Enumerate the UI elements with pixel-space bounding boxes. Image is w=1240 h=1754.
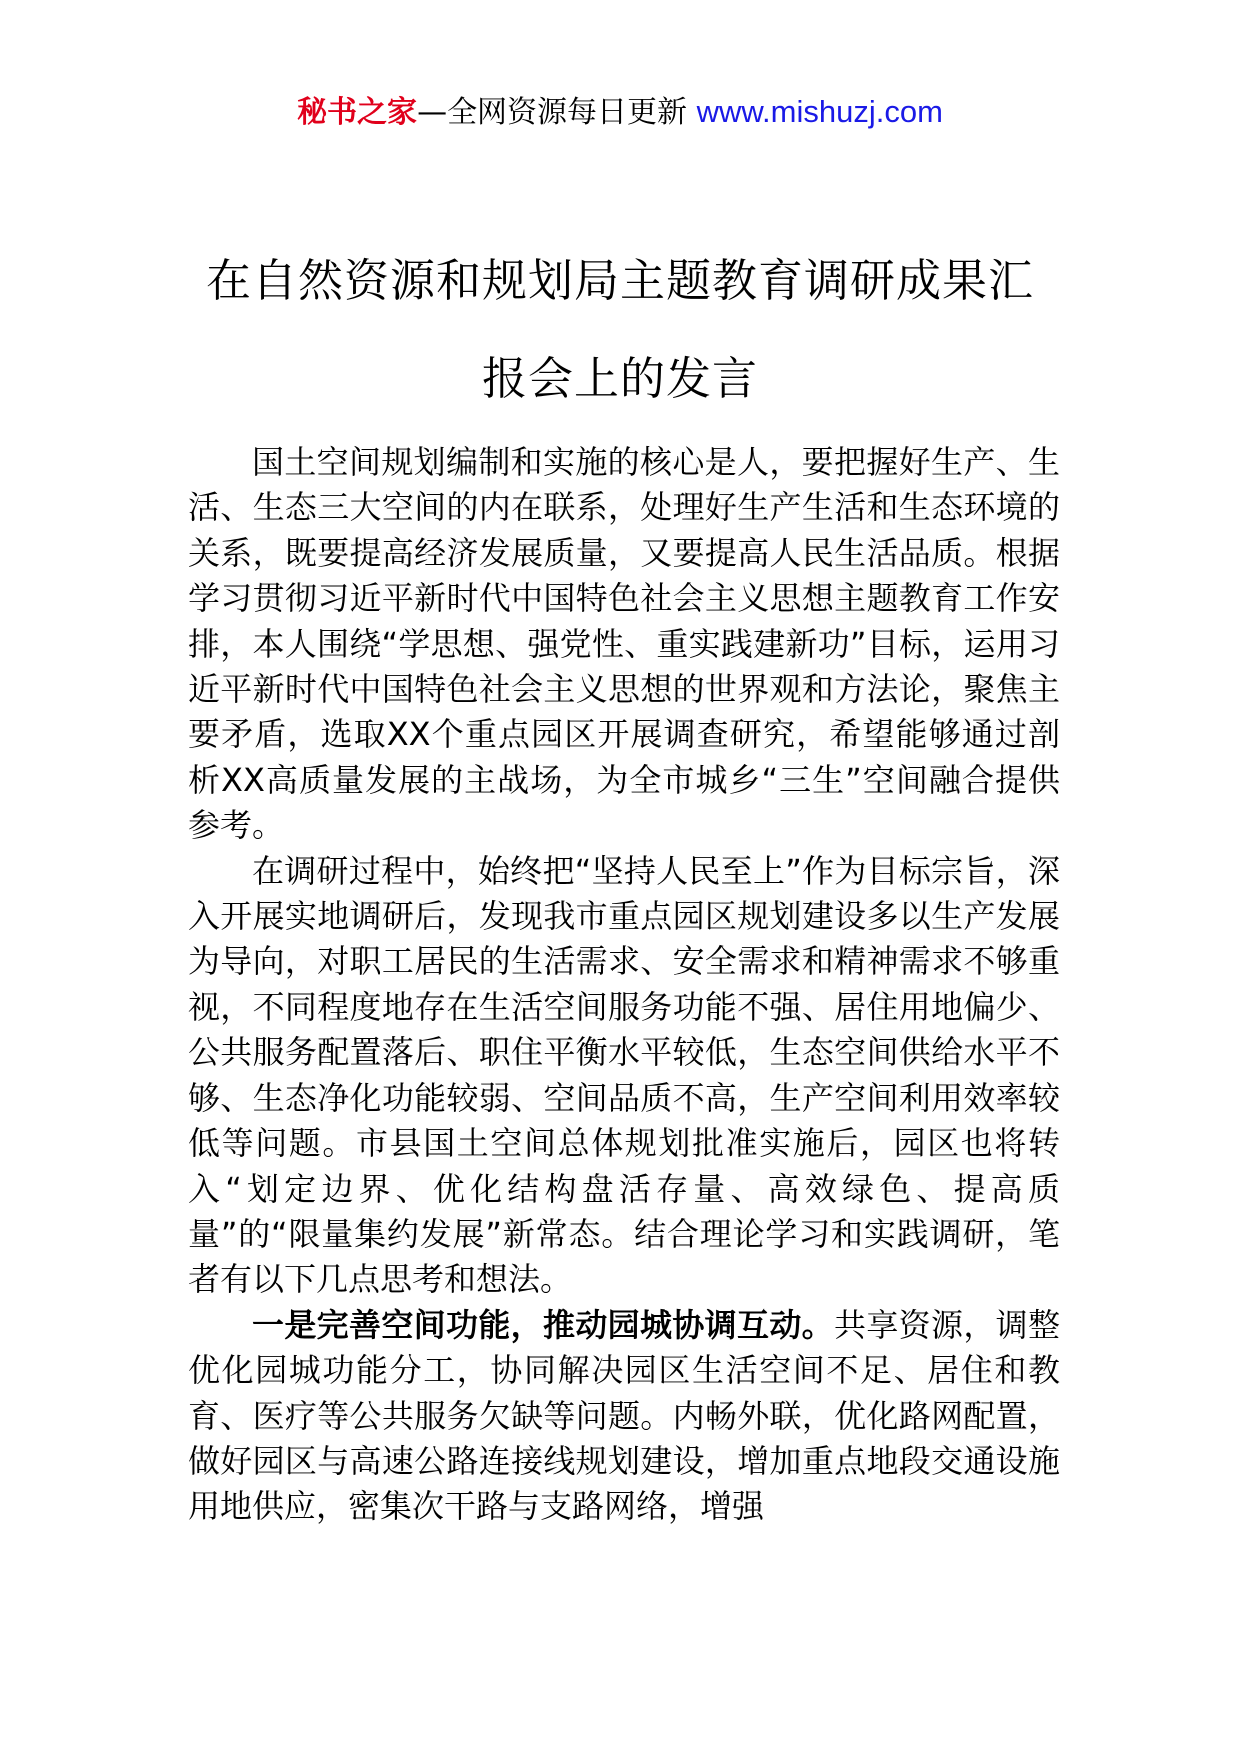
- paragraph-text: 国土空间规划编制和实施的核心是人，要把握好生产、生活、生态三大空间的内在联系，处理好生产生活和生态环境的关系，既要提高经济发展质量，又要提高人民生活品质。根据学习贯彻习近平新时代中国特色社会主义思想主题教育工作安排，本人围绕“学思想、强党性、重实践建新功”目标，运用习近平新时代中国特色社会主义思想的世界观和方法论，聚焦主要矛盾，选取XX个重点园区开展调查研究，希望能够通过剖析XX高质量发展的主战场，为全市城乡“三生”空间融合提供参考。: [188, 443, 1060, 845]
- paragraph-text: 在调研过程中，始终把“坚持人民至上”作为目标宗旨，深入开展实地调研后，发现我市重点园区规划建设多以生产发展为导向，对职工居民的生活需求、安全需求和精神需求不够重视，不同程度地存在生活空间服务功能不强、居住用地偏少、公共服务配置落后、职住平衡水平较低，生态空间供给水平不够、生态净化功能较弱、空间品质不高，生产空间利用效率较低等问题。市县国土空间总体规划批准实施后，园区也将转入“划定边界、优化结构盘活存量、高效绿色、提高质量”的“限量集约发展”新常态。结合理论学习和实践调研，笔者有以下几点思考和想法。: [188, 851, 1060, 1299]
- paragraph-lead: 一是完善空间功能，推动园城协调互动。: [252, 1305, 834, 1344]
- document-title: [0, 232, 1240, 428]
- paragraph-3: [188, 1303, 1060, 1530]
- site-url-link[interactable]: www.mishuzj.com: [696, 94, 943, 129]
- paragraph-2: [188, 849, 1060, 1303]
- site-header: [0, 92, 1240, 133]
- document-title-line-1: 在自然资源和规划局主题教育调研成果汇: [205, 254, 1034, 307]
- paragraph-1: [188, 440, 1060, 849]
- document-title-line-2: 报会上的发言: [481, 352, 758, 405]
- document-body: [188, 440, 1060, 1530]
- site-tagline: —全网资源每日更新: [417, 95, 688, 130]
- site-brand: 秘书之家: [297, 95, 418, 130]
- paragraph-text: 共享资源，调整优化园城功能分工，协同解决园区生活空间不足、居住和教育、医疗等公共服务欠缺等问题。内畅外联，优化路网配置，做好园区与高速公路连接线规划建设，增加重点地段交通设施用地供应，密集次干路与支路网络，增强: [188, 1305, 1060, 1526]
